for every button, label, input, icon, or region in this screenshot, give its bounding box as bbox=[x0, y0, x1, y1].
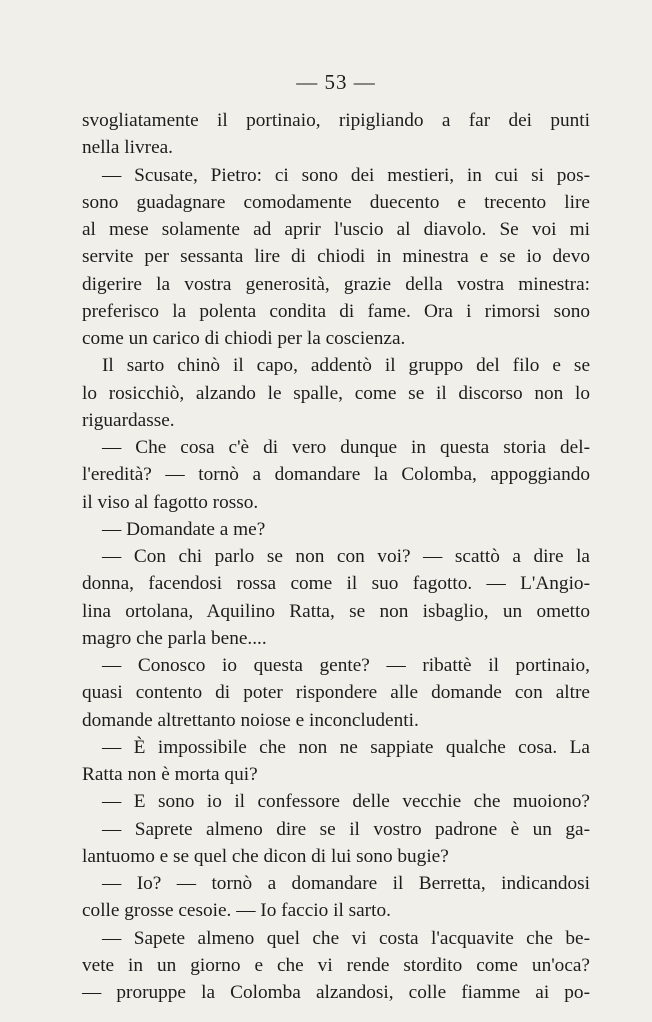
text-line: — Domandate a me? bbox=[102, 518, 266, 540]
text-line: Il sarto chinò il capo, addentò il gruppo del filo e se bbox=[102, 355, 590, 377]
text-line: donna, facendosi rossa come il suo fagotto. — L'Angio- bbox=[82, 573, 590, 595]
text-line: — E sono io il confessore delle vecchie che muoiono? bbox=[102, 791, 590, 813]
text-line: l'eredità? — tornò a domandare la Colomba, appoggiando bbox=[82, 464, 590, 486]
text-line: vete in un giorno e che vi rende stordito come un'oca? bbox=[82, 954, 590, 976]
text-line: preferisco la polenta condita di fame. Ora i rimorsi sono bbox=[82, 300, 590, 322]
text-line: — Con chi parlo se non con voi? — scattò a dire la bbox=[102, 546, 590, 567]
text-line: — Sapete almeno quel che vi costa l'acquavite che be- bbox=[102, 927, 590, 949]
page-text bbox=[82, 107, 590, 1006]
text-line: — proruppe la Colomba alzandosi, colle fiamme ai po- bbox=[82, 982, 590, 1003]
page-number: — 53 — bbox=[296, 70, 376, 94]
text-line: il viso al fagotto rosso. bbox=[82, 491, 259, 513]
text-line: quasi contento di poter rispondere alle domande con altre bbox=[82, 682, 590, 704]
text-line: lantuomo e se quel che dicon di lui sono bugie? bbox=[82, 845, 449, 867]
text-line: nella livrea. bbox=[82, 137, 174, 159]
text-line: magro che parla bene.... bbox=[82, 627, 267, 649]
text-line: digerire la vostra generosità, grazie della vostra minestra: bbox=[82, 273, 590, 295]
text-line: colle grosse cesoie. — Io faccio il sarto. bbox=[82, 900, 391, 922]
text-line: lo rosicchiò, alzando le spalle, come se il discorso non lo bbox=[82, 382, 590, 404]
text-line: — Io? — tornò a domandare il Berretta, indicandosi bbox=[102, 873, 590, 894]
text-line: al mese solamente ad aprir l'uscio al diavolo. Se voi mi bbox=[82, 219, 590, 240]
text-line: sono guadagnare comodamente duecento e trecento lire bbox=[82, 191, 590, 213]
text-line: — Saprete almeno dire se il vostro padrone è un ga- bbox=[102, 818, 590, 840]
text-line: come un carico di chiodi per la coscienza. bbox=[82, 328, 406, 349]
text-line: — Conosco io questa gente? — ribattè il portinaio, bbox=[102, 655, 590, 676]
text-line: servite per sessanta lire di chiodi in minestra e se io devo bbox=[82, 246, 590, 268]
text-line: riguardasse. bbox=[82, 409, 175, 431]
text-line: — Scusate, Pietro: ci sono dei mestieri, in cui si pos- bbox=[102, 164, 590, 186]
text-line: Ratta non è morta qui? bbox=[82, 764, 258, 785]
text-line: domande altrettanto noiose e inconcludenti. bbox=[82, 709, 419, 731]
text-line: lina ortolana, Aquilino Ratta, se non isbaglio, un ometto bbox=[82, 600, 590, 622]
text-line: — Che cosa c'è di vero dunque in questa storia del- bbox=[102, 437, 590, 458]
text-line: svogliatamente il portinaio, ripigliando a far dei punti bbox=[82, 110, 590, 131]
text-line: — È impossibile che non ne sappiate qualche cosa. La bbox=[102, 736, 590, 758]
